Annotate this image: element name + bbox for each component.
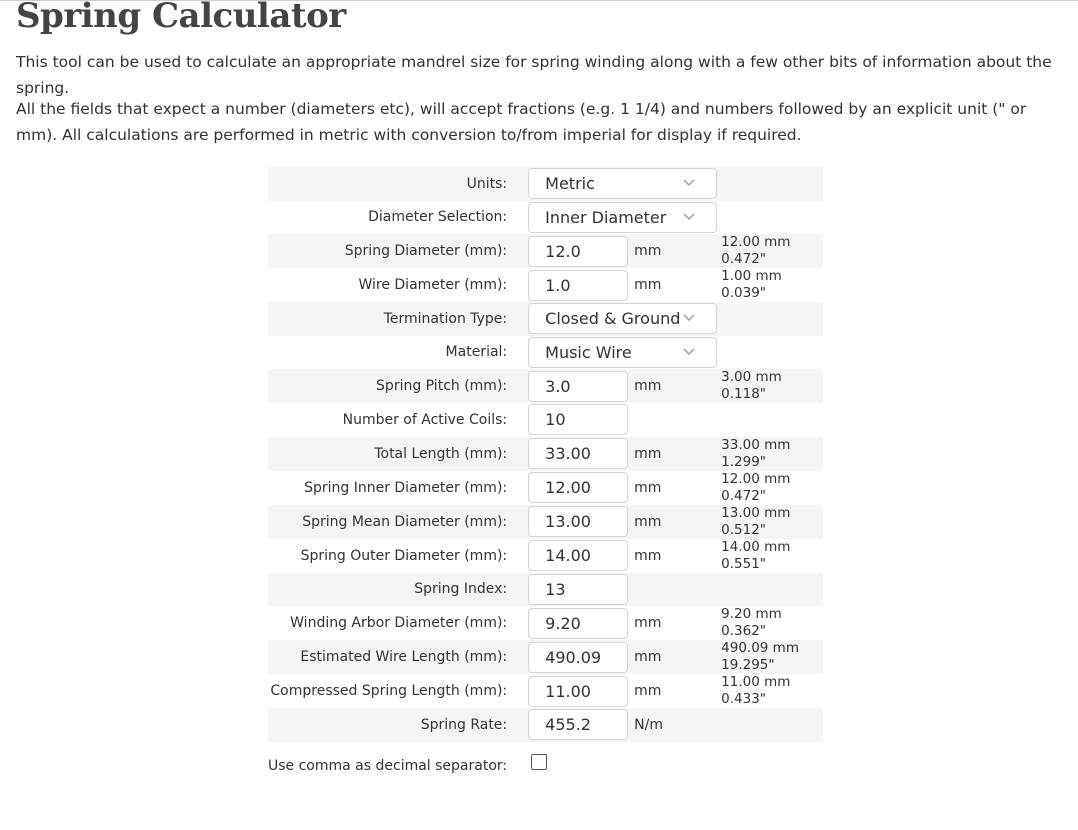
spring-diameter-input[interactable] (528, 236, 628, 267)
spring-rate-input[interactable] (528, 709, 628, 740)
wire-length-conversion (721, 640, 823, 674)
mean-diameter-label: Spring Mean Diameter (mm): (268, 505, 527, 539)
intro-paragraph-1: This tool can be used to calculate an appropriate mandrel size for spring winding along with a few other bits of information about the spring. (16, 53, 1052, 97)
inner-diameter-conversion (721, 471, 823, 505)
wire-diameter-input[interactable] (528, 270, 628, 301)
chevron-down-icon (682, 176, 696, 190)
spring-diameter-unit: mm (631, 234, 721, 268)
total-length-mm: 33.00 mm (721, 436, 791, 453)
wire-diameter-unit: mm (634, 277, 662, 293)
outer-diameter-unit: mm (634, 547, 662, 564)
row-spring-rate (268, 708, 823, 742)
total-length-conversion (721, 437, 823, 471)
compressed-length-mm: 11.00 mm (721, 674, 791, 690)
row-wire-length (268, 640, 823, 674)
row-wire-diameter (268, 268, 823, 302)
row-inner-diameter (268, 471, 823, 505)
outer-diameter-input[interactable] (528, 540, 628, 571)
diameter-selection-value: Inner Diameter (545, 207, 667, 227)
spring-diameter-conversion (721, 234, 823, 268)
row-arbor-diameter (268, 606, 823, 640)
compressed-length-label: Compressed Spring Length (mm): (270, 683, 508, 699)
termination-type-value: Closed & Ground (545, 309, 681, 329)
row-compressed-length (268, 674, 823, 708)
row-material (268, 336, 823, 370)
spring-pitch-inch: 0.118" (721, 386, 766, 402)
compressed-length-conversion (721, 674, 823, 708)
total-length-unit: mm (631, 437, 721, 471)
row-termination-type (268, 302, 823, 336)
compressed-length-inch: 0.433" (721, 691, 766, 707)
row-active-coils (268, 403, 823, 437)
row-comma-decimal (268, 742, 823, 830)
comma-decimal-label: Use comma as decimal separator: (268, 742, 527, 830)
page-title: Spring Calculator (16, 0, 346, 36)
spring-pitch-input[interactable] (528, 371, 628, 402)
outer-diameter-inch: 0.551" (721, 555, 766, 572)
inner-diameter-label: Spring Inner Diameter (mm): (304, 479, 508, 496)
material-value: Music Wire (545, 342, 632, 362)
termination-type-select[interactable] (528, 303, 717, 334)
wire-length-inch: 19.295" (721, 657, 775, 673)
termination-type-label: Termination Type: (268, 302, 527, 336)
active-coils-input[interactable] (528, 404, 628, 435)
outer-diameter-label: Spring Outer Diameter (mm): (300, 547, 508, 564)
chevron-down-icon (682, 311, 696, 325)
units-label: Units: (268, 167, 527, 201)
arbor-diameter-inch: 0.362" (721, 623, 766, 639)
arbor-diameter-mm: 9.20 mm (721, 606, 782, 622)
row-units (268, 167, 823, 201)
inner-diameter-mm: 12.00 mm (721, 470, 791, 487)
chevron-down-icon (682, 345, 696, 359)
spring-pitch-unit: mm (631, 369, 721, 403)
intro-paragraph-2: All the fields that expect a number (diameters etc), will accept fractions (e.g. 1 1/4) and numbers followed by an explicit unit (" or mm). All calculations are performed in metric with conversion to/from imperial for display if required. (16, 100, 1027, 144)
wire-length-input[interactable] (528, 642, 628, 673)
material-label: Material: (445, 344, 508, 361)
wire-diameter-conversion (721, 268, 823, 302)
diameter-selection-label: Diameter Selection: (368, 209, 508, 226)
row-spring-pitch (268, 369, 823, 403)
row-spring-index (268, 573, 823, 607)
outer-diameter-mm: 14.00 mm (721, 538, 791, 555)
row-outer-diameter (268, 539, 823, 573)
wire-diameter-mm: 1.00 mm (721, 268, 782, 284)
spring-pitch-label: Spring Pitch (mm): (268, 369, 527, 403)
total-length-label: Total Length (mm): (268, 437, 527, 471)
spring-calculator-form (268, 167, 823, 830)
mean-diameter-conversion (721, 505, 823, 539)
wire-length-label: Estimated Wire Length (mm): (268, 640, 527, 674)
spring-index-input[interactable] (528, 574, 628, 605)
material-select[interactable] (528, 337, 717, 368)
wire-length-mm: 490.09 mm (721, 640, 799, 656)
units-select[interactable] (528, 168, 717, 199)
spring-index-label: Spring Index: (268, 573, 527, 607)
inner-diameter-unit: mm (634, 479, 662, 496)
comma-decimal-checkbox[interactable] (531, 754, 547, 770)
compressed-length-input[interactable] (528, 676, 628, 707)
wire-diameter-label: Wire Diameter (mm): (358, 277, 508, 293)
arbor-diameter-label: Winding Arbor Diameter (mm): (290, 615, 508, 631)
arbor-diameter-conversion (721, 606, 823, 640)
compressed-length-unit: mm (634, 683, 662, 699)
active-coils-label: Number of Active Coils: (342, 411, 508, 428)
wire-diameter-inch: 0.039" (721, 285, 766, 301)
row-total-length (268, 437, 823, 471)
diameter-selection-select[interactable] (528, 202, 717, 233)
spring-rate-unit: N/m (631, 708, 721, 742)
inner-diameter-input[interactable] (528, 472, 628, 503)
arbor-diameter-unit: mm (634, 615, 662, 631)
spring-diameter-inch: 0.472" (721, 251, 766, 267)
outer-diameter-conversion (721, 539, 823, 573)
total-length-inch: 1.299" (721, 453, 766, 470)
mean-diameter-mm: 13.00 mm (721, 504, 791, 521)
total-length-input[interactable] (528, 438, 628, 469)
chevron-down-icon (682, 210, 696, 224)
mean-diameter-inch: 0.512" (721, 521, 766, 538)
mean-diameter-input[interactable] (528, 506, 628, 537)
spring-diameter-mm: 12.00 mm (721, 234, 791, 250)
spring-diameter-label: Spring Diameter (mm): (268, 234, 527, 268)
wire-length-unit: mm (631, 640, 721, 674)
spring-rate-label: Spring Rate: (268, 708, 527, 742)
inner-diameter-inch: 0.472" (721, 487, 766, 504)
spring-pitch-conversion (721, 369, 823, 403)
row-diameter-selection (268, 201, 823, 235)
mean-diameter-unit: mm (631, 505, 721, 539)
units-select-value: Metric (545, 174, 595, 194)
row-spring-diameter (268, 234, 823, 268)
row-mean-diameter (268, 505, 823, 539)
arbor-diameter-input[interactable] (528, 608, 628, 639)
spring-pitch-mm: 3.00 mm (721, 369, 782, 385)
